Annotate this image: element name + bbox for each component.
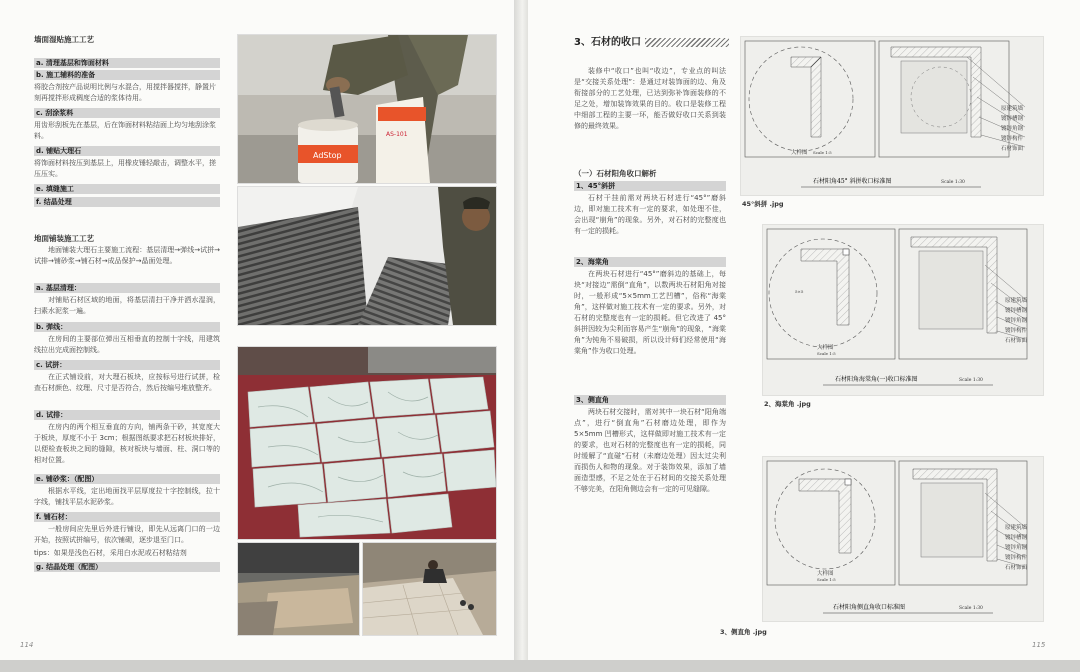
drawing-1-scale: Scale 1:30 <box>941 180 965 185</box>
legend-1-2: 镀锌槽钢 <box>1001 116 1024 122</box>
wall-step-c-head: c. 刮涂浆料 <box>34 108 220 118</box>
legend-3-4: 镀锌构件 <box>1005 555 1028 561</box>
floor-step-b-body: 在房间的主要部位弹出互相垂直的控制十字线，用建筑线拉出完成面控制线。 <box>34 335 220 354</box>
photo-marble-layout <box>237 346 497 540</box>
legend-2-4: 镀锌构件 <box>1005 328 1028 334</box>
floor-step-d-head: d. 试排： <box>34 410 220 420</box>
wall-step-d-body: 将饰面材料按压到基层上，用橡皮锤轻敲击，调整水平，搓压压实。 <box>34 159 216 178</box>
drawing-haitang-corner <box>762 224 1044 396</box>
legend-1-4: 镀锌构件 <box>1001 136 1024 142</box>
legend-3-2: 镀锌槽钢 <box>1005 535 1028 541</box>
photo-combed-adhesive <box>237 186 497 326</box>
item-1-head: 1、45°斜拼 <box>574 181 726 191</box>
floor-step-f-head: f. 铺石材： <box>34 512 220 522</box>
right-page <box>528 0 1080 660</box>
wall-step-f-head: f. 结晶处理 <box>34 197 220 207</box>
floor-step-a-head: a. 基层清理： <box>34 283 220 293</box>
drawing-3-title: 石材阳角侧直角收口标准图 <box>833 604 906 611</box>
legend-1-5: 石材饰面 <box>1001 146 1024 152</box>
floor-intro: 地面铺装大理石主要施工流程：基层清理→弹线→试拼→试排→铺砂浆→铺石材→成品保护→晶面处理。 <box>34 246 220 265</box>
hatch-decoration <box>645 38 729 47</box>
book-gutter <box>514 0 528 660</box>
wall-section-title: 墙面湿贴施工工艺 <box>34 35 94 44</box>
sub-section-title: （一）石材阳角收口解析 <box>574 169 657 178</box>
floor-step-g-head: g. 结晶处理（配图） <box>34 562 220 572</box>
photo-mortar-bed <box>237 542 360 636</box>
drawing-2-title: 石材阳角海棠角(一)收口标准图 <box>835 376 918 383</box>
drawing-2-scale: Scale 1:30 <box>959 378 983 383</box>
page-number-left: 114 <box>20 641 34 649</box>
intro-paragraph: 装修中“收口”也叫“收边”，专业点的叫法是“交接关系处理”：是通过对装饰面的边、角及衔接部分的工艺处理，已达到弥补饰面装修的不足之处，增加装饰效果的目的。收口是装修工程中细部工程的主要一环，能否做好收口关系到装修的最终效果。 <box>574 67 726 130</box>
bottom-bar <box>0 660 1080 672</box>
drawing-45-miter <box>740 36 1044 196</box>
bag-label: AS-101 <box>386 131 408 138</box>
item-2-head: 2、海棠角 <box>574 257 726 267</box>
caption-45-miter: 45°斜拼 .jpg <box>742 200 784 208</box>
legend-2-3: 镀锌角钢 <box>1005 318 1028 324</box>
floor-step-e-body: 根据水平线，定出地面找平层厚度拉十字控制线，拉十字线，铺找平层水泥砂浆。 <box>34 487 220 506</box>
floor-step-e-head: e. 铺砂浆：（配图） <box>34 474 220 484</box>
drawing-3-tag: 大样图 <box>817 571 834 577</box>
legend-2-1: 原建筑墙 <box>1005 298 1028 304</box>
item-2-body: 在两块石材进行“45°”磨斜边的基础上，每块“对接边”需倒“直角”，以数两块石材阳角对接时，一般形成“5×5mm工艺凹槽”，俗称“海棠角”，这样做对施工技术有一定的要求。另外，对石材的完整度也有一定的损耗。但它改进了 45°斜拼因较为尖利而容易产生“崩角”的现象，“海棠角”为钝角不易破损，所以设计师们经常使用“海棠角”作为收口处理。 <box>574 270 726 355</box>
photo-mixing-adhesive <box>237 34 497 184</box>
bucket-label: AdStop <box>313 151 342 160</box>
drawing-1-tag-scale: Scale 1:5 <box>813 150 832 155</box>
legend-3-1: 原建筑墙 <box>1005 525 1028 531</box>
floor-step-d-body: 在房内的两个相互垂直的方向，铺两条干砂，其宽度大于板块，厚度不小于 3cm；根据图纸要求把石材板块排好，以便检查板块之间的缝隙，核对板块与墙面、柱、洞口等的相对位置。 <box>34 423 220 464</box>
wall-step-c-body: 用齿形刮板先在基层，后在饰面材料粘结面上均匀地刮涂浆料。 <box>34 121 216 140</box>
legend-1-1: 原建筑墙 <box>1001 106 1024 112</box>
floor-step-c-body: 在正式铺设前，对大理石板块，应按标号进行试拼，检查石材颜色、纹理、尺寸是否符合，然后按编号堆放整齐。 <box>34 373 220 392</box>
floor-step-c-head: c. 试拼： <box>34 360 220 370</box>
drawing-3-scale: Scale 1:30 <box>959 606 983 611</box>
legend-1-3: 镀锌角钢 <box>1001 126 1024 132</box>
drawing-2-tag: 大样图 <box>817 345 834 351</box>
wall-step-d-head: d. 铺贴大理石 <box>34 146 220 156</box>
section-title <box>574 33 729 48</box>
section-title-text: 3、石材的收口 <box>574 37 641 48</box>
legend-2-2: 镀锌槽钢 <box>1005 308 1028 314</box>
page-number-right: 115 <box>1032 641 1046 649</box>
item-3-head: 3、侧直角 <box>574 395 726 405</box>
legend-2-5: 石材饰面 <box>1005 338 1028 344</box>
drawing-3-tag-scale: Scale 1:5 <box>817 577 836 582</box>
drawing-2-tag-scale: Scale 1:5 <box>817 351 836 356</box>
caption-haitang-corner: 2、海棠角 .jpg <box>764 400 811 408</box>
legend-3-5: 石材饰面 <box>1005 565 1028 571</box>
wall-step-a-head: a. 清理基层和饰面材料 <box>34 58 220 68</box>
legend-3-3: 镀锌角钢 <box>1005 545 1028 551</box>
floor-step-a-body: 对铺贴石材区域的地面，将基层清扫干净并洒水湿润，扫素水泥浆一遍。 <box>34 296 220 315</box>
floor-step-f-body: 一般房间应先里后外进行铺设，即先从远离门口的一边开始，按照试拼编号，依次铺砌，逐步退至门口。 <box>34 525 220 544</box>
floor-section-title: 地面铺装施工工艺 <box>34 234 94 243</box>
floor-step-b-head: b. 弹线： <box>34 322 220 332</box>
drawing-side-right-angle <box>762 456 1044 622</box>
item-1-body: 石材干挂前需对两块石材进行“45°”磨斜边，即对施工技术有一定的要求，如处理不佳，会出现“崩角”的现象。另外，对石材的完整度也有一定的损耗。 <box>574 194 726 235</box>
drawing-2-dim: 5×5 <box>795 289 804 294</box>
drawing-1-tag: 大样图 <box>791 150 808 156</box>
wall-step-b-body: 将胶合剂按产品说明比例与水混合，用搅拌器搅拌，静置片刻再搅拌形成稠度合适的浆体待用。 <box>34 83 216 102</box>
caption-side-right-angle: 3、侧直角 .jpg <box>720 628 767 636</box>
item-3-body: 两块石材交接时，需对其中一块石材“阳角端点”，进行“倒直角”石材磨边处理，即作为 5×5mm 凹槽形式，这样做即对施工技术有一定的要求，也对石材的完整度也有一定的损耗，同时缓解了“直碰”石材（未磨边处理）因太过尖利而损伤人和物的现象。对于装饰效果，添加了墙面造型感，不足之处在于石材间的交接关系处理不够完美，在阳角侧边会有一定的可见缝隙。 <box>574 408 726 493</box>
left-page <box>0 0 514 660</box>
wall-step-e-head: e. 填缝施工 <box>34 184 220 194</box>
drawing-1-title: 石材阳角45° 斜拼收口标准图 <box>813 178 892 185</box>
photo-laying-stone <box>362 542 497 636</box>
floor-step-f-tip: tips：如果是浅色石材，采用白水泥或石材粘结剂 <box>34 549 187 557</box>
wall-step-b-head: b. 施工辅料的准备 <box>34 70 220 80</box>
